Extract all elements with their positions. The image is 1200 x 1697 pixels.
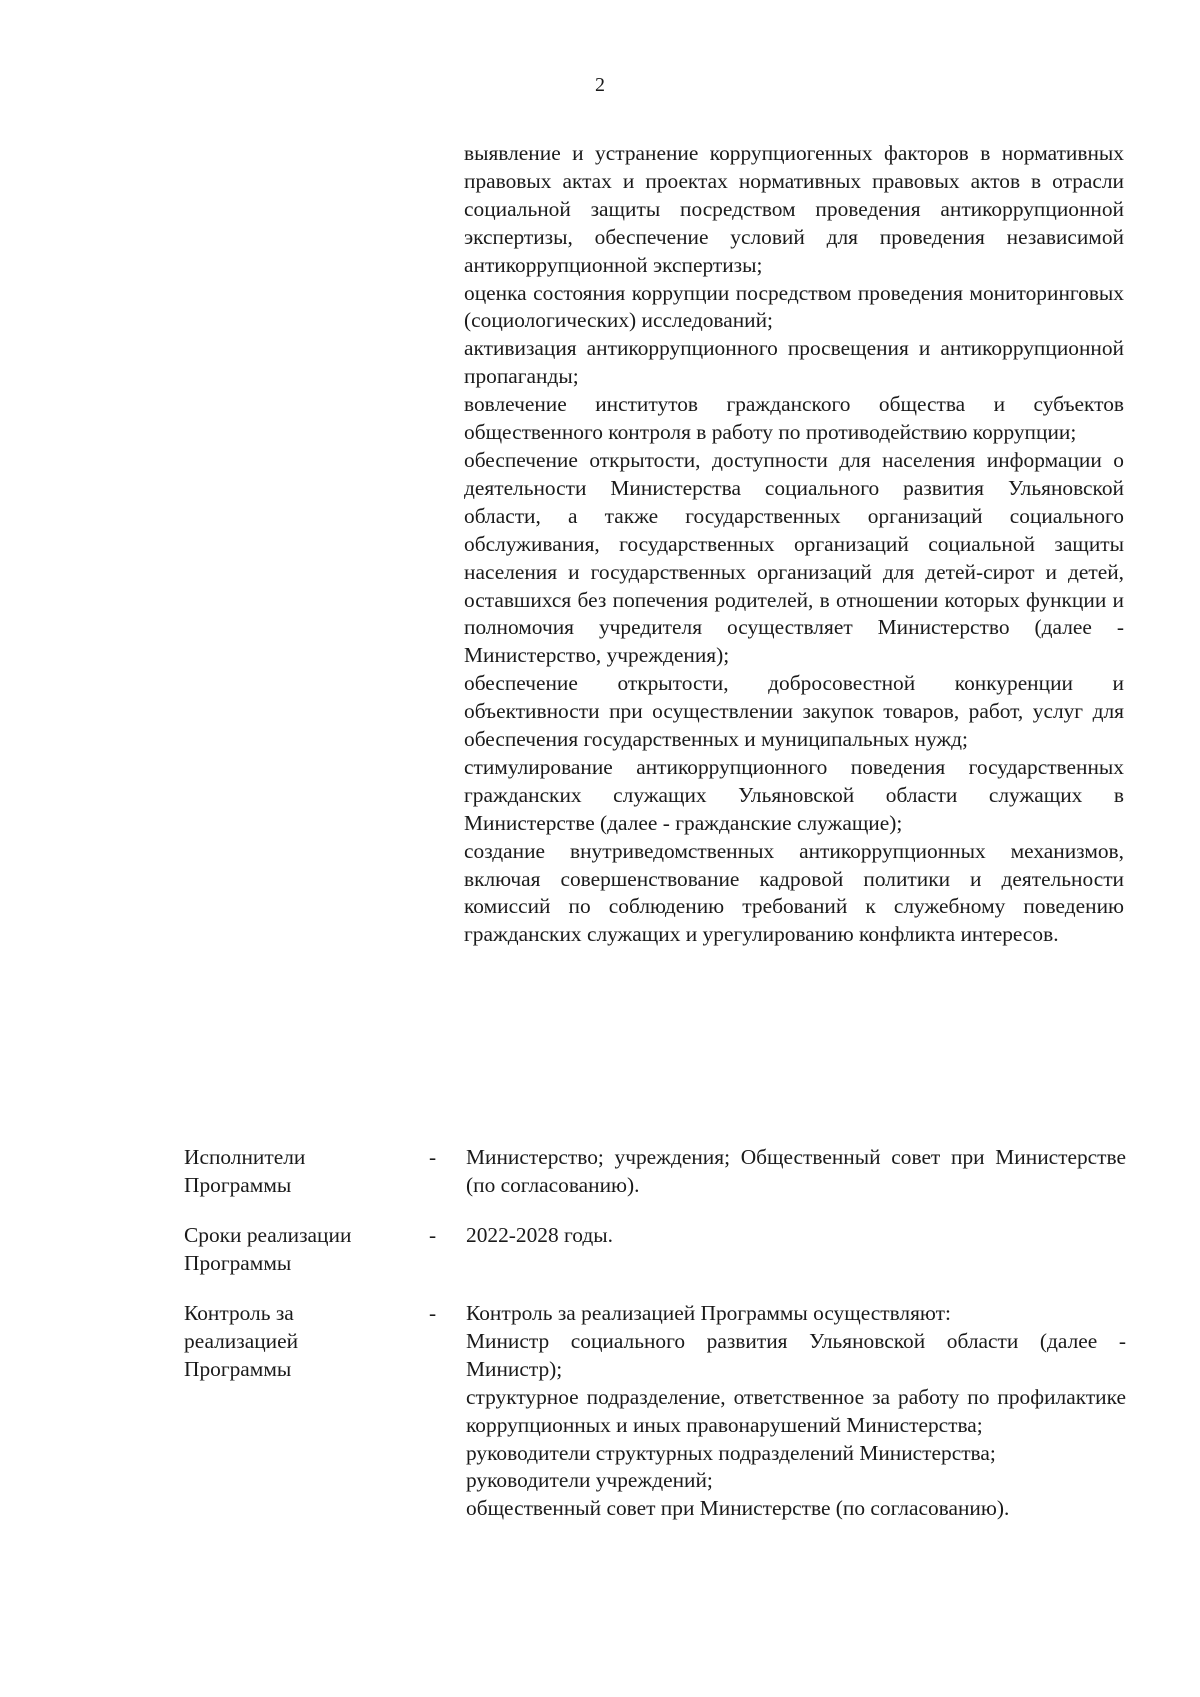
row-label-line: реализацией	[184, 1328, 299, 1353]
row-content	[466, 1144, 1126, 1200]
row-dash: -	[429, 1301, 437, 1325]
goal-item: оценка состояния коррупции посредством проведения мониторинговых (социологических) исследований;	[464, 280, 1124, 333]
row-dash: -	[429, 1223, 437, 1247]
goal-item: активизация антикоррупционного просвещения и антикоррупционной пропаганды;	[464, 336, 1124, 389]
row-label-line: Сроки реализации	[184, 1223, 352, 1247]
row-label-line: Программы	[184, 1356, 292, 1381]
row-label-line: Программы	[184, 1250, 292, 1275]
row-dash: -	[429, 1145, 437, 1169]
row-label-line: Контроль за	[184, 1301, 294, 1325]
row-label	[184, 1300, 404, 1384]
page-number: 2	[595, 74, 605, 96]
goal-item: стимулирование антикоррупционного поведения государственных гражданских служащих Ульяновской области служащих в Министерстве (далее - гражданские служащие);	[464, 754, 1124, 835]
terms-text: 2022-2028 годы.	[466, 1223, 613, 1247]
goal-item: создание внутриведомственных антикоррупционных механизмов, включая совершенствование кадровой политики и деятельности комиссий по соблюдению требований к служебному поведению гражданских служащих и урегулированию конфликта интересов.	[464, 838, 1124, 947]
goal-item: вовлечение институтов гражданского общества и субъектов общественного контроля в работу по противодействию коррупции;	[464, 392, 1124, 445]
control-item: Министр социального развития Ульяновской области (далее - Министр);	[466, 1328, 1126, 1381]
control-item: Контроль за реализацией Программы осуществляют:	[466, 1301, 951, 1325]
goal-item: выявление и устранение коррупциогенных факторов в нормативных правовых актах и проектах нормативных правовых актов в отрасли социальной защиты посредством проведения антикоррупционной экспертизы, обеспечение условий для проведения независимой антикоррупционной экспертизы;	[464, 141, 1124, 277]
row-content	[466, 1300, 1126, 1523]
program-goals-continuation	[464, 140, 1124, 949]
row-label-line: Исполнители	[184, 1145, 306, 1169]
row-label	[184, 1222, 404, 1278]
row-content	[466, 1222, 1126, 1250]
control-item: структурное подразделение, ответственное за работу по профилактике коррупционных и иных правонарушений Министерства;	[466, 1384, 1126, 1437]
control-item: руководители структурных подразделений Министерства;	[466, 1440, 996, 1465]
executors-text: Министерство; учреждения; Общественный совет при Министерстве (по согласованию).	[466, 1145, 1126, 1197]
goal-item: обеспечение открытости, добросовестной конкуренции и объективности при осуществлении закупок товаров, работ, услуг для обеспечения государственных и муниципальных нужд;	[464, 671, 1124, 752]
row-label-line: Программы	[184, 1172, 292, 1197]
row-label	[184, 1144, 404, 1200]
control-item: руководители учреждений;	[466, 1468, 713, 1493]
goal-item: обеспечение открытости, доступности для населения информации о деятельности Министерства социального развития Ульяновской области, а также государственных организаций социального обслуживания, государственных организаций социальной защиты населения и государственных организаций для детей-сирот и детей, оставшихся без попечения родителей, в отношении которых функции и полномочия учредителя осуществляет Министерство (далее - Министерство, учреждения);	[464, 447, 1124, 668]
control-item: общественный совет при Министерстве (по согласованию).	[466, 1496, 1010, 1521]
